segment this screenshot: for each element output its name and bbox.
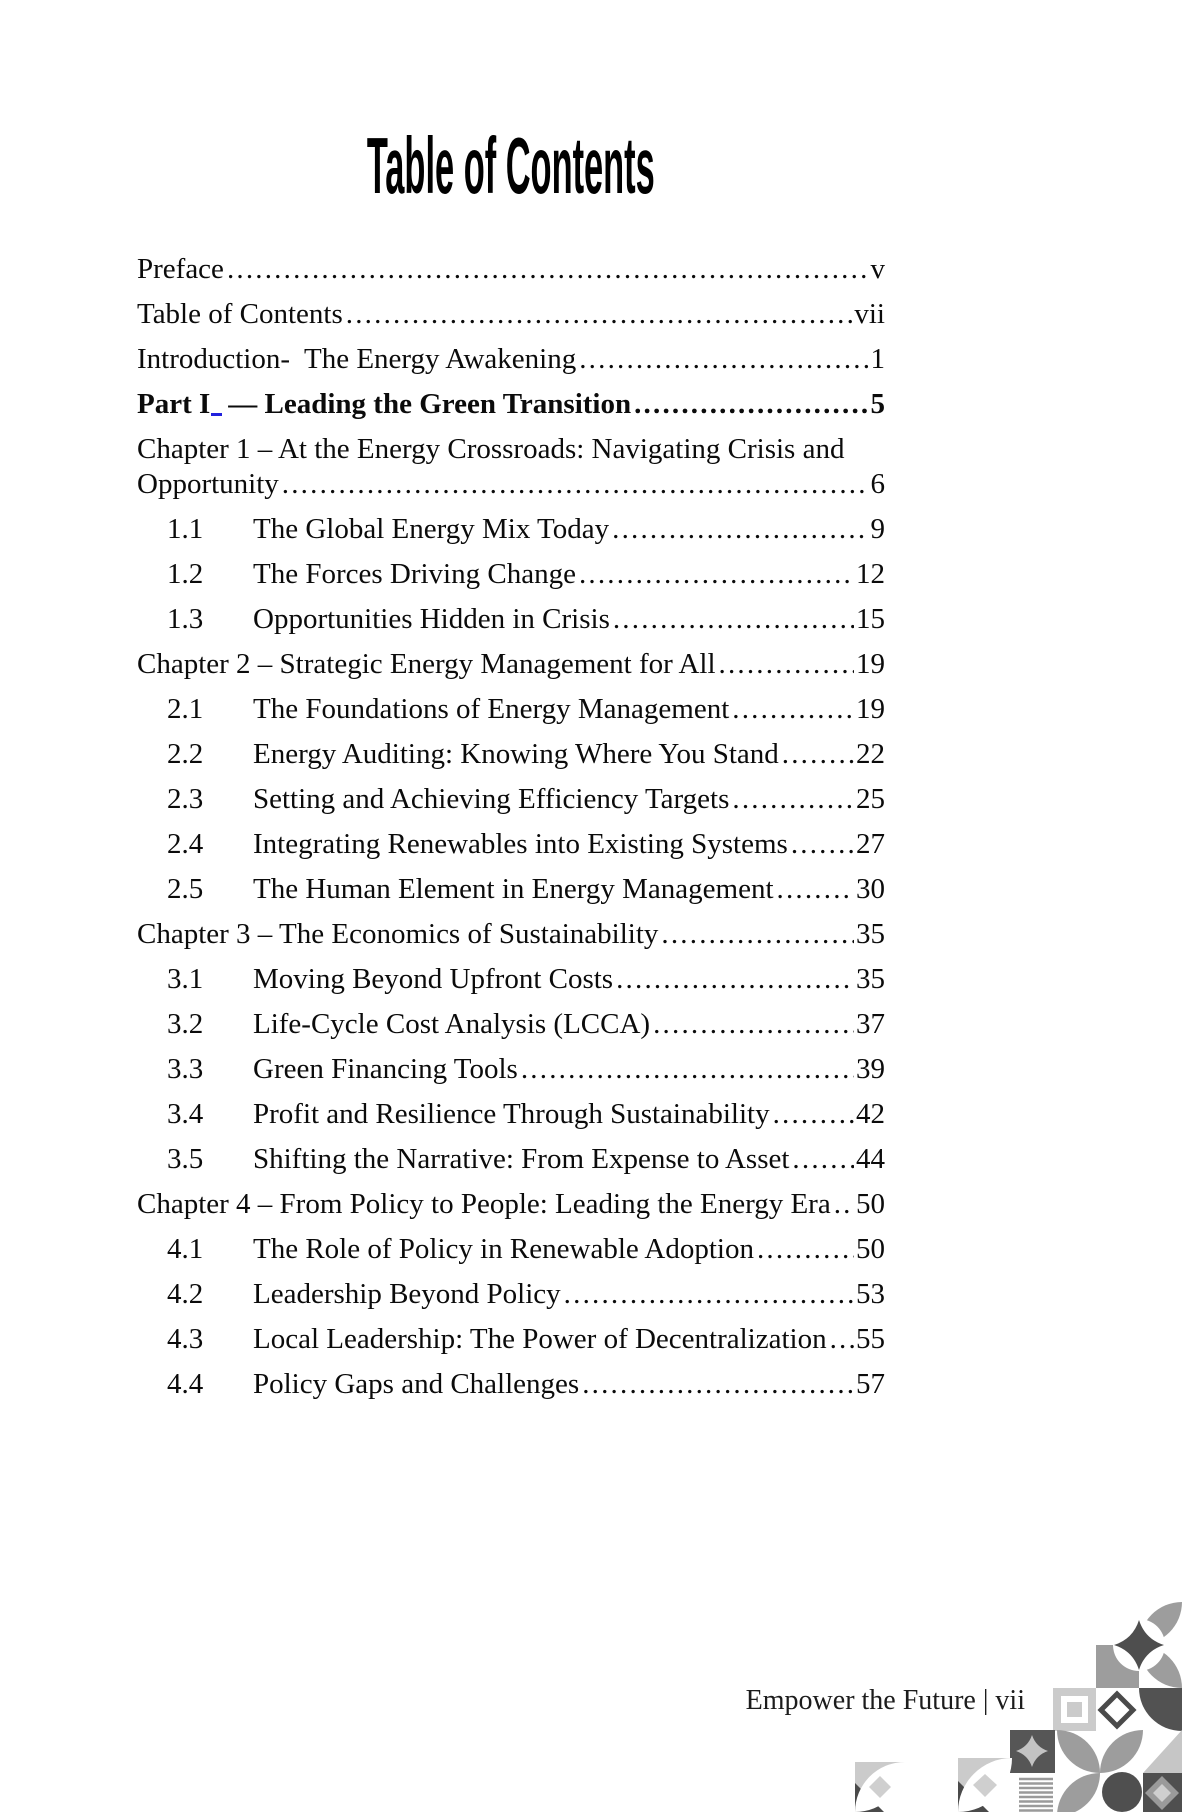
toc-entry-line (137, 737, 885, 772)
toc-page-number: 15 (856, 603, 885, 635)
toc-entry[interactable] (137, 917, 885, 952)
toc-entry[interactable] (137, 872, 885, 907)
dot-leader (346, 297, 853, 332)
toc-entry-line (137, 467, 885, 502)
toc-entry[interactable] (137, 1322, 885, 1357)
toc-entry[interactable] (137, 1007, 885, 1042)
toc-page-number: 9 (870, 513, 885, 545)
toc-entry-text: Life-Cycle Cost Analysis (LCCA) (253, 1008, 651, 1040)
toc-entry[interactable] (137, 782, 885, 817)
toc-page-number: vii (854, 298, 885, 330)
toc-entry-text-part: Part I (137, 388, 211, 420)
toc-entry[interactable] (137, 252, 885, 287)
toc-entry-text: The Global Energy Mix Today (253, 513, 610, 545)
toc-entry-line (137, 1322, 885, 1357)
toc-page-number: 50 (856, 1188, 885, 1220)
leaf-diamond-tile (958, 1758, 1012, 1812)
toc-entry[interactable] (137, 342, 885, 377)
toc-page-number: 6 (870, 468, 885, 500)
toc-entry-number: 3.2 (167, 1008, 204, 1040)
toc-entry-text: Table of Contents (137, 298, 343, 330)
dot-leader (773, 1097, 854, 1132)
toc-page-number: 5 (870, 388, 885, 420)
toc-entry-text: Introduction- The Energy Awakening (137, 343, 577, 375)
toc-entry-number: 4.2 (167, 1278, 204, 1310)
toc-entry[interactable] (137, 827, 885, 862)
toc-entry-number: 4.1 (167, 1233, 204, 1265)
dot-leader (582, 1367, 854, 1402)
toc-entry-text: Energy Auditing: Knowing Where You Stand (253, 738, 779, 770)
toc-entry-number: 1.1 (167, 513, 204, 545)
toc-entry-number: 2.1 (167, 693, 204, 725)
toc-entry[interactable] (137, 962, 885, 997)
toc-entry-line (137, 827, 885, 862)
toc-entry-number: 2.4 (167, 828, 204, 860)
toc-page-number: 35 (856, 963, 885, 995)
dot-leader (521, 1052, 854, 1087)
toc-entry-line (137, 962, 885, 997)
toc-entry-text: Integrating Renewables into Existing Systems (253, 828, 788, 860)
dark-circle-tile (1102, 1772, 1142, 1812)
toc-entry-line (137, 647, 885, 682)
toc-entry-text: The Human Element in Energy Management (253, 873, 774, 905)
toc-entry-number: 2.5 (167, 873, 204, 905)
toc-page-number: 27 (856, 828, 885, 860)
toc-entry-text: Opportunity (137, 468, 279, 500)
toc-page-number: 19 (856, 648, 885, 680)
toc-page-number: v (870, 253, 885, 285)
leaf-diamond-tile (855, 1762, 905, 1812)
toc-page-number: 25 (856, 783, 885, 815)
sparkle-square-tile (1010, 1730, 1055, 1773)
toc-entry-text: The Role of Policy in Renewable Adoption (253, 1233, 754, 1265)
toc-entry[interactable] (137, 602, 885, 637)
toc-entry-line (137, 1142, 885, 1177)
toc-entry-number: 4.4 (167, 1368, 204, 1400)
quarter-disc-tile (1139, 1688, 1182, 1731)
toc-entry-text-rest: — Leading the Green Transition (228, 388, 632, 420)
toc-page-number: 39 (856, 1053, 885, 1085)
toc-page-number: 30 (856, 873, 885, 905)
dot-leader (282, 467, 869, 502)
toc-page-number: 55 (856, 1323, 885, 1355)
toc-entry-text: Chapter 2 – Strategic Energy Management for All (137, 648, 716, 680)
toc-entry-text: Green Financing Tools (253, 1053, 518, 1085)
toc-entry-line (137, 692, 885, 727)
dot-leader (757, 1232, 854, 1267)
dot-leader (579, 557, 854, 592)
toc-entry-number: 3.3 (167, 1053, 204, 1085)
toc-entry-text: Shifting the Narrative: From Expense to Asset (253, 1143, 790, 1175)
toc-entry-line (137, 602, 885, 637)
toc-entry-text: The Forces Driving Change (253, 558, 576, 590)
toc-page-number: 19 (856, 693, 885, 725)
toc-entry-line (137, 1277, 885, 1312)
toc-page-number: 50 (856, 1233, 885, 1265)
toc-entry-number: 3.4 (167, 1098, 204, 1130)
toc-page-number: 35 (856, 918, 885, 950)
toc-entry-number: 2.2 (167, 738, 204, 770)
toc-entry-number: 3.1 (167, 963, 204, 995)
diamond-square-tile (1143, 1773, 1182, 1812)
toc-entry-line (137, 297, 885, 332)
toc-entry[interactable] (137, 692, 885, 727)
page-footer: Empower the Future | vii (745, 1685, 1025, 1716)
toc-entry-line (137, 1187, 885, 1222)
toc-entry-text-line1: Chapter 1 – At the Energy Crossroads: Navigating Crisis and (137, 433, 845, 465)
toc-entry[interactable] (137, 1142, 885, 1177)
revision-mark (211, 408, 222, 416)
dot-leader (834, 1187, 854, 1222)
corner-decoration-graphic (840, 1595, 1182, 1812)
toc-entry-text (137, 387, 631, 422)
toc-entry-line (137, 1052, 885, 1087)
toc-entry-number: 3.5 (167, 1143, 204, 1175)
toc-page-number: 22 (856, 738, 885, 770)
toc-entry-text: Policy Gaps and Challenges (253, 1368, 580, 1400)
dot-leader (612, 512, 868, 547)
dot-leader (579, 342, 868, 377)
toc-entry[interactable] (137, 387, 885, 422)
diamond-outline-tile (1101, 1694, 1133, 1726)
toc-entry[interactable] (137, 1097, 885, 1132)
toc-entry-text: Chapter 4 – From Policy to People: Leading the Energy Era (137, 1188, 831, 1220)
square-outline-tile (1053, 1688, 1096, 1731)
toc-entry-line (137, 1367, 885, 1402)
toc-page-number: 37 (856, 1008, 885, 1040)
toc-entry-line (137, 872, 885, 907)
petal-star-motif (1096, 1602, 1182, 1688)
dot-leader (616, 962, 854, 997)
toc-list (137, 252, 885, 1412)
dot-leader (830, 1322, 854, 1357)
dot-leader (777, 872, 855, 907)
toc-entry[interactable] (137, 1367, 885, 1402)
toc-entry[interactable] (137, 512, 885, 547)
dot-leader (613, 602, 854, 637)
toc-entry-line (137, 342, 885, 377)
triangle-tile (1143, 1730, 1182, 1773)
toc-entry-number: 1.3 (167, 603, 204, 635)
toc-entry[interactable] (137, 432, 885, 502)
striped-tile (1019, 1779, 1053, 1811)
toc-entry-number: 4.3 (167, 1323, 204, 1355)
dot-leader (661, 917, 854, 952)
toc-page-number: 44 (856, 1143, 885, 1175)
dot-leader (634, 387, 868, 422)
toc-page-number: 12 (856, 558, 885, 590)
toc-entry[interactable] (137, 1277, 885, 1312)
toc-entry-line (137, 512, 885, 547)
toc-entry-number: 1.2 (167, 558, 204, 590)
page-title: Table of Contents (367, 121, 655, 210)
toc-entry-line (137, 1097, 885, 1132)
dot-leader (732, 692, 854, 727)
toc-entry-line (137, 782, 885, 817)
toc-page-number: 53 (856, 1278, 885, 1310)
toc-entry[interactable] (137, 1232, 885, 1267)
dot-leader (782, 737, 854, 772)
dot-leader (564, 1277, 854, 1312)
toc-entry-line (137, 387, 885, 422)
toc-entry-line (137, 557, 885, 592)
toc-entry-text: Opportunities Hidden in Crisis (253, 603, 610, 635)
toc-entry-text: Chapter 3 – The Economics of Sustainability (137, 918, 659, 950)
toc-entry-line (137, 1232, 885, 1267)
toc-entry[interactable] (137, 557, 885, 592)
toc-entry-line (137, 917, 885, 952)
toc-entry[interactable] (137, 1187, 885, 1222)
toc-page-number: 42 (856, 1098, 885, 1130)
toc-page-number: 1 (870, 343, 885, 375)
toc-entry[interactable] (137, 737, 885, 772)
dot-leader (732, 782, 854, 817)
page-title-wrap (137, 121, 885, 210)
toc-entry-line (137, 1007, 885, 1042)
toc-entry[interactable] (137, 1052, 885, 1087)
dot-leader (653, 1007, 854, 1042)
toc-entry[interactable] (137, 297, 885, 332)
toc-entry-text: Preface (137, 253, 224, 285)
toc-entry-text: Local Leadership: The Power of Decentralization (253, 1323, 827, 1355)
toc-entry-text: The Foundations of Energy Management (253, 693, 730, 725)
toc-entry-line (137, 252, 885, 287)
toc-entry-text: Profit and Resilience Through Sustainability (253, 1098, 770, 1130)
toc-entry-number: 2.3 (167, 783, 204, 815)
toc-entry[interactable] (137, 647, 885, 682)
toc-entry-text: Leadership Beyond Policy (253, 1278, 561, 1310)
dot-leader (791, 827, 854, 862)
dot-leader (792, 1142, 854, 1177)
toc-entry-text: Setting and Achieving Efficiency Targets (253, 783, 730, 815)
toc-page-number: 57 (856, 1368, 885, 1400)
dot-leader (227, 252, 869, 287)
dot-leader (719, 647, 855, 682)
toc-entry-text: Moving Beyond Upfront Costs (253, 963, 614, 995)
